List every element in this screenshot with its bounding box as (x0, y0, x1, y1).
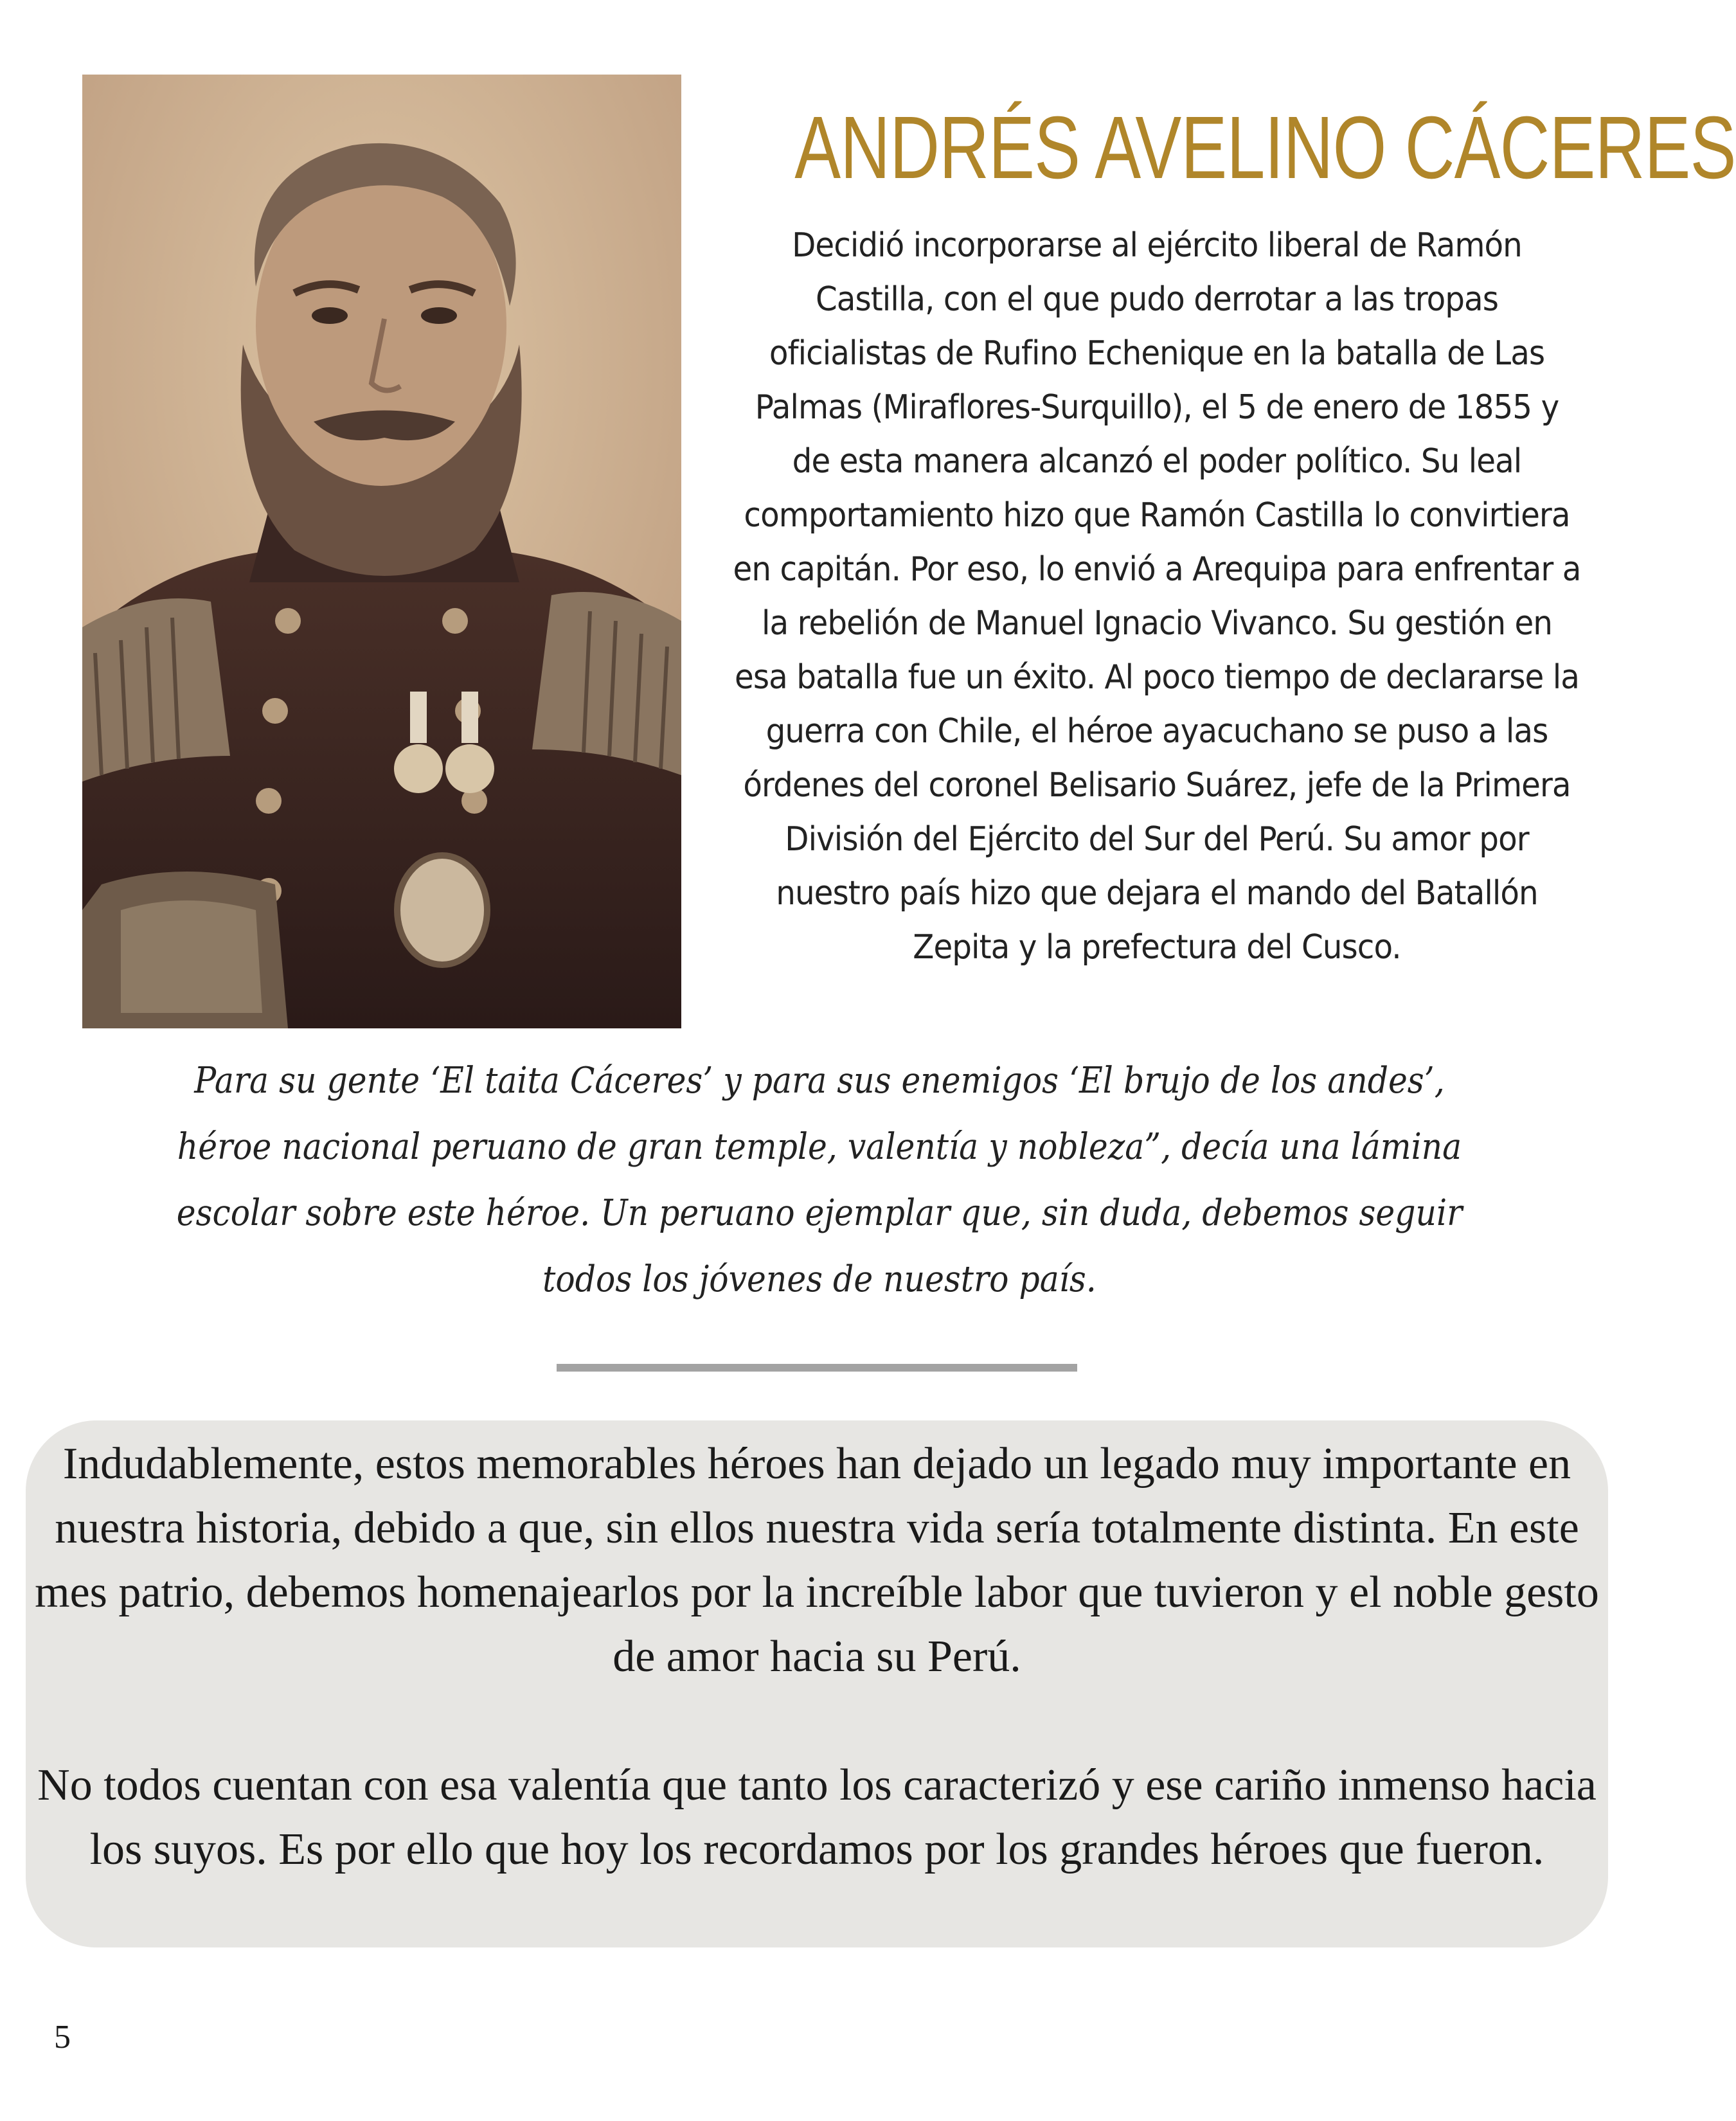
section-divider (557, 1364, 1077, 1372)
page-number: 5 (54, 2019, 71, 2055)
biography-text (701, 219, 1613, 974)
article-title: ANDRÉS AVELINO CÁCERES (794, 98, 1736, 197)
portrait-illustration (82, 75, 681, 1028)
closing-text (26, 1432, 1608, 1882)
closing-paragraph-2: No todos cuentan con esa valentía que tanto los caracterizó y ese cariño inmenso hacia los suyos. Es por ello que hoy los recordamos por los grandes héroes que fueron. (37, 1760, 1597, 1874)
biography-paragraph: Decidió incorporarse al ejército liberal de Ramón Castilla, con el que pudo derrotar a las tropas oficialistas de Rufino Echenique en la batalla de Las Palmas (Miraflores-Surquillo), el 5 de enero de 1855 y de esta manera alcanzó el poder político. Su leal comportamiento hizo que Ramón Castilla lo convirtiera en capitán. Por eso, lo envió a Arequipa para enfrentar a la rebelión de Manuel Ignacio Vivanco. Su gestión en esa batalla fue un éxito. Al poco tiempo de declararse la guerra con Chile, el héroe ayacuchano se puso a las órdenes del coronel Belisario Suárez, jefe de la Primera División del Ejército del Sur del Perú. Su amor por nuestro país hizo que dejara el mando del Batallón Zepita y la prefectura del Cusco. (733, 226, 1581, 967)
closing-paragraph-1: Indudablemente, estos memorables héroes han dejado un legado muy importante en nuestra historia, debido a que, sin ellos nuestra vida sería totalmente distinta. En este mes patrio, debemos homenajearlos por la increíble labor que tuvieron y el noble gesto de amor hacia su Perú. (35, 1439, 1599, 1681)
closing-box (26, 1420, 1608, 1947)
quote-paragraph: Para su gente ‘El taita Cáceres’ y para sus enemigos ‘El brujo de los andes’, héroe nacional peruano de gran temple, valentía y nobleza”, decía una lámina escolar sobre este héroe. Un peruano ejemplar que, sin duda, debemos seguir todos los jóvenes de nuestro país. (176, 1060, 1463, 1300)
quote-text (77, 1048, 1562, 1312)
portrait-photo (82, 75, 681, 1028)
